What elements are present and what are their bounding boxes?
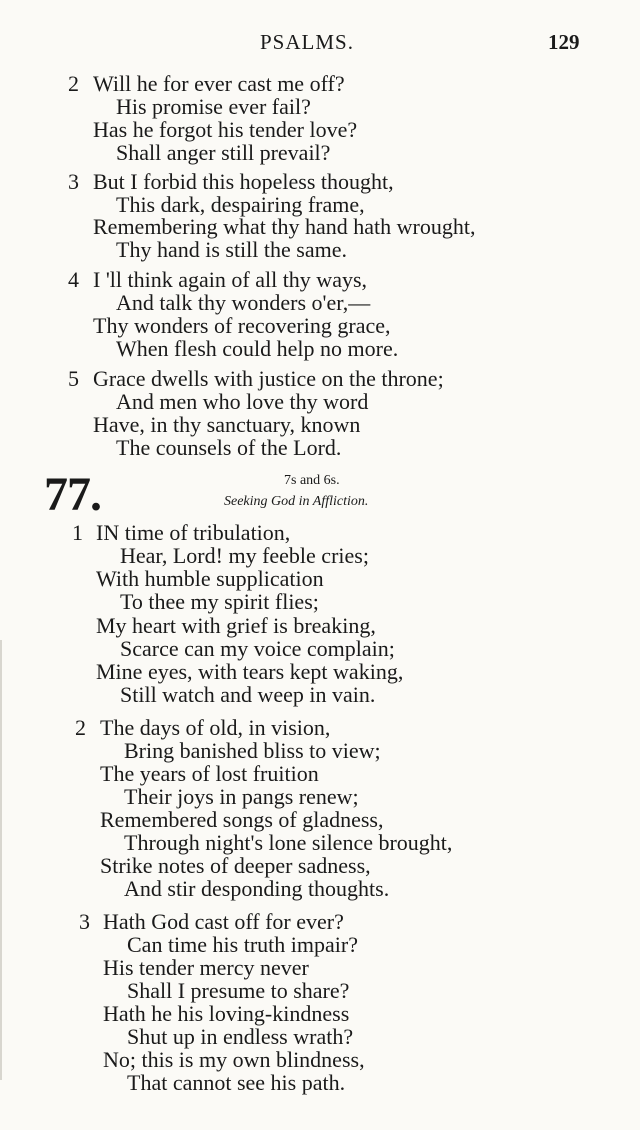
hymn-number-dot: . <box>90 468 101 521</box>
verse-line: And talk thy wonders o'er,— <box>116 290 371 315</box>
page-edge-shadow <box>0 640 2 1080</box>
verse-line: With humble supplication <box>96 566 324 591</box>
verse-line: Scarce can my voice complain; <box>120 636 395 661</box>
verse-line: The years of lost fruition <box>100 761 319 786</box>
verse-line: Will he for ever cast me off? <box>93 71 345 96</box>
verse-line: Shall I presume to share? <box>127 978 350 1003</box>
page-header <box>0 30 640 54</box>
verse-line: Hear, Lord! my feeble cries; <box>120 543 369 568</box>
verse-line: But I forbid this hopeless thought, <box>93 169 394 194</box>
stanza-number: 3 <box>68 169 79 194</box>
verse-line: When flesh could help no more. <box>116 336 399 361</box>
verse-line: His promise ever fail? <box>116 94 311 119</box>
stanza-number: 3 <box>79 909 90 934</box>
verse-line: Has he forgot his tender love? <box>93 117 358 142</box>
page-number: 129 <box>548 30 580 54</box>
stanza-number: 2 <box>68 71 79 96</box>
verse-line: Grace dwells with justice on the throne; <box>93 366 444 391</box>
stanza-number: 2 <box>75 715 86 740</box>
verse-line: My heart with grief is breaking, <box>96 613 376 638</box>
verse-line: His tender mercy never <box>103 955 309 980</box>
verse-line: Hath God cast off for ever? <box>103 909 344 934</box>
verse-line: Can time his truth impair? <box>127 932 358 957</box>
meter: 7s and 6s. <box>284 473 340 488</box>
verse-line: Bring banished bliss to view; <box>124 738 381 763</box>
verse-line: Remembered songs of gladness, <box>100 807 384 832</box>
verse-line: That cannot see his path. <box>127 1070 346 1095</box>
verse-line: Thy wonders of recovering grace, <box>93 313 391 338</box>
verse-line: No; this is my own blindness, <box>103 1047 365 1072</box>
hymn-number <box>44 470 101 520</box>
verse-line: IN time of tribulation, <box>96 520 291 545</box>
verse-line: And stir desponding thoughts. <box>124 876 390 901</box>
stanza-number: 1 <box>72 520 83 545</box>
running-head: PSALMS. <box>260 30 354 54</box>
verse-line: Still watch and weep in vain. <box>120 682 376 707</box>
verse-line: Hath he his loving-kindness <box>103 1001 350 1026</box>
verse-line: Through night's lone silence brought, <box>124 830 453 855</box>
verse-line: Shall anger still prevail? <box>116 140 331 165</box>
verse-line: Shut up in endless wrath? <box>127 1024 354 1049</box>
verse-line: The days of old, in vision, <box>100 715 331 740</box>
hymn-number-digits: 77 <box>44 468 90 521</box>
stanza-number: 4 <box>68 267 79 292</box>
hymn-title: Seeking God in Affliction. <box>224 494 369 509</box>
verse-line: Their joys in pangs renew; <box>124 784 359 809</box>
verse-line: And men who love thy word <box>116 389 369 414</box>
verse-line: This dark, despairing frame, <box>116 192 365 217</box>
verse-line: Thy hand is still the same. <box>116 237 347 262</box>
verse-line: Mine eyes, with tears kept waking, <box>96 659 404 684</box>
verse-line: Have, in thy sanctuary, known <box>93 412 361 437</box>
verse-line: To thee my spirit flies; <box>120 589 319 614</box>
verse-line: Remembering what thy hand hath wrought, <box>93 214 476 239</box>
verse-line: Strike notes of deeper sadness, <box>100 853 371 878</box>
stanza-number: 5 <box>68 366 79 391</box>
verse-line: The counsels of the Lord. <box>116 435 342 460</box>
verse-line: I 'll think again of all thy ways, <box>93 267 368 292</box>
